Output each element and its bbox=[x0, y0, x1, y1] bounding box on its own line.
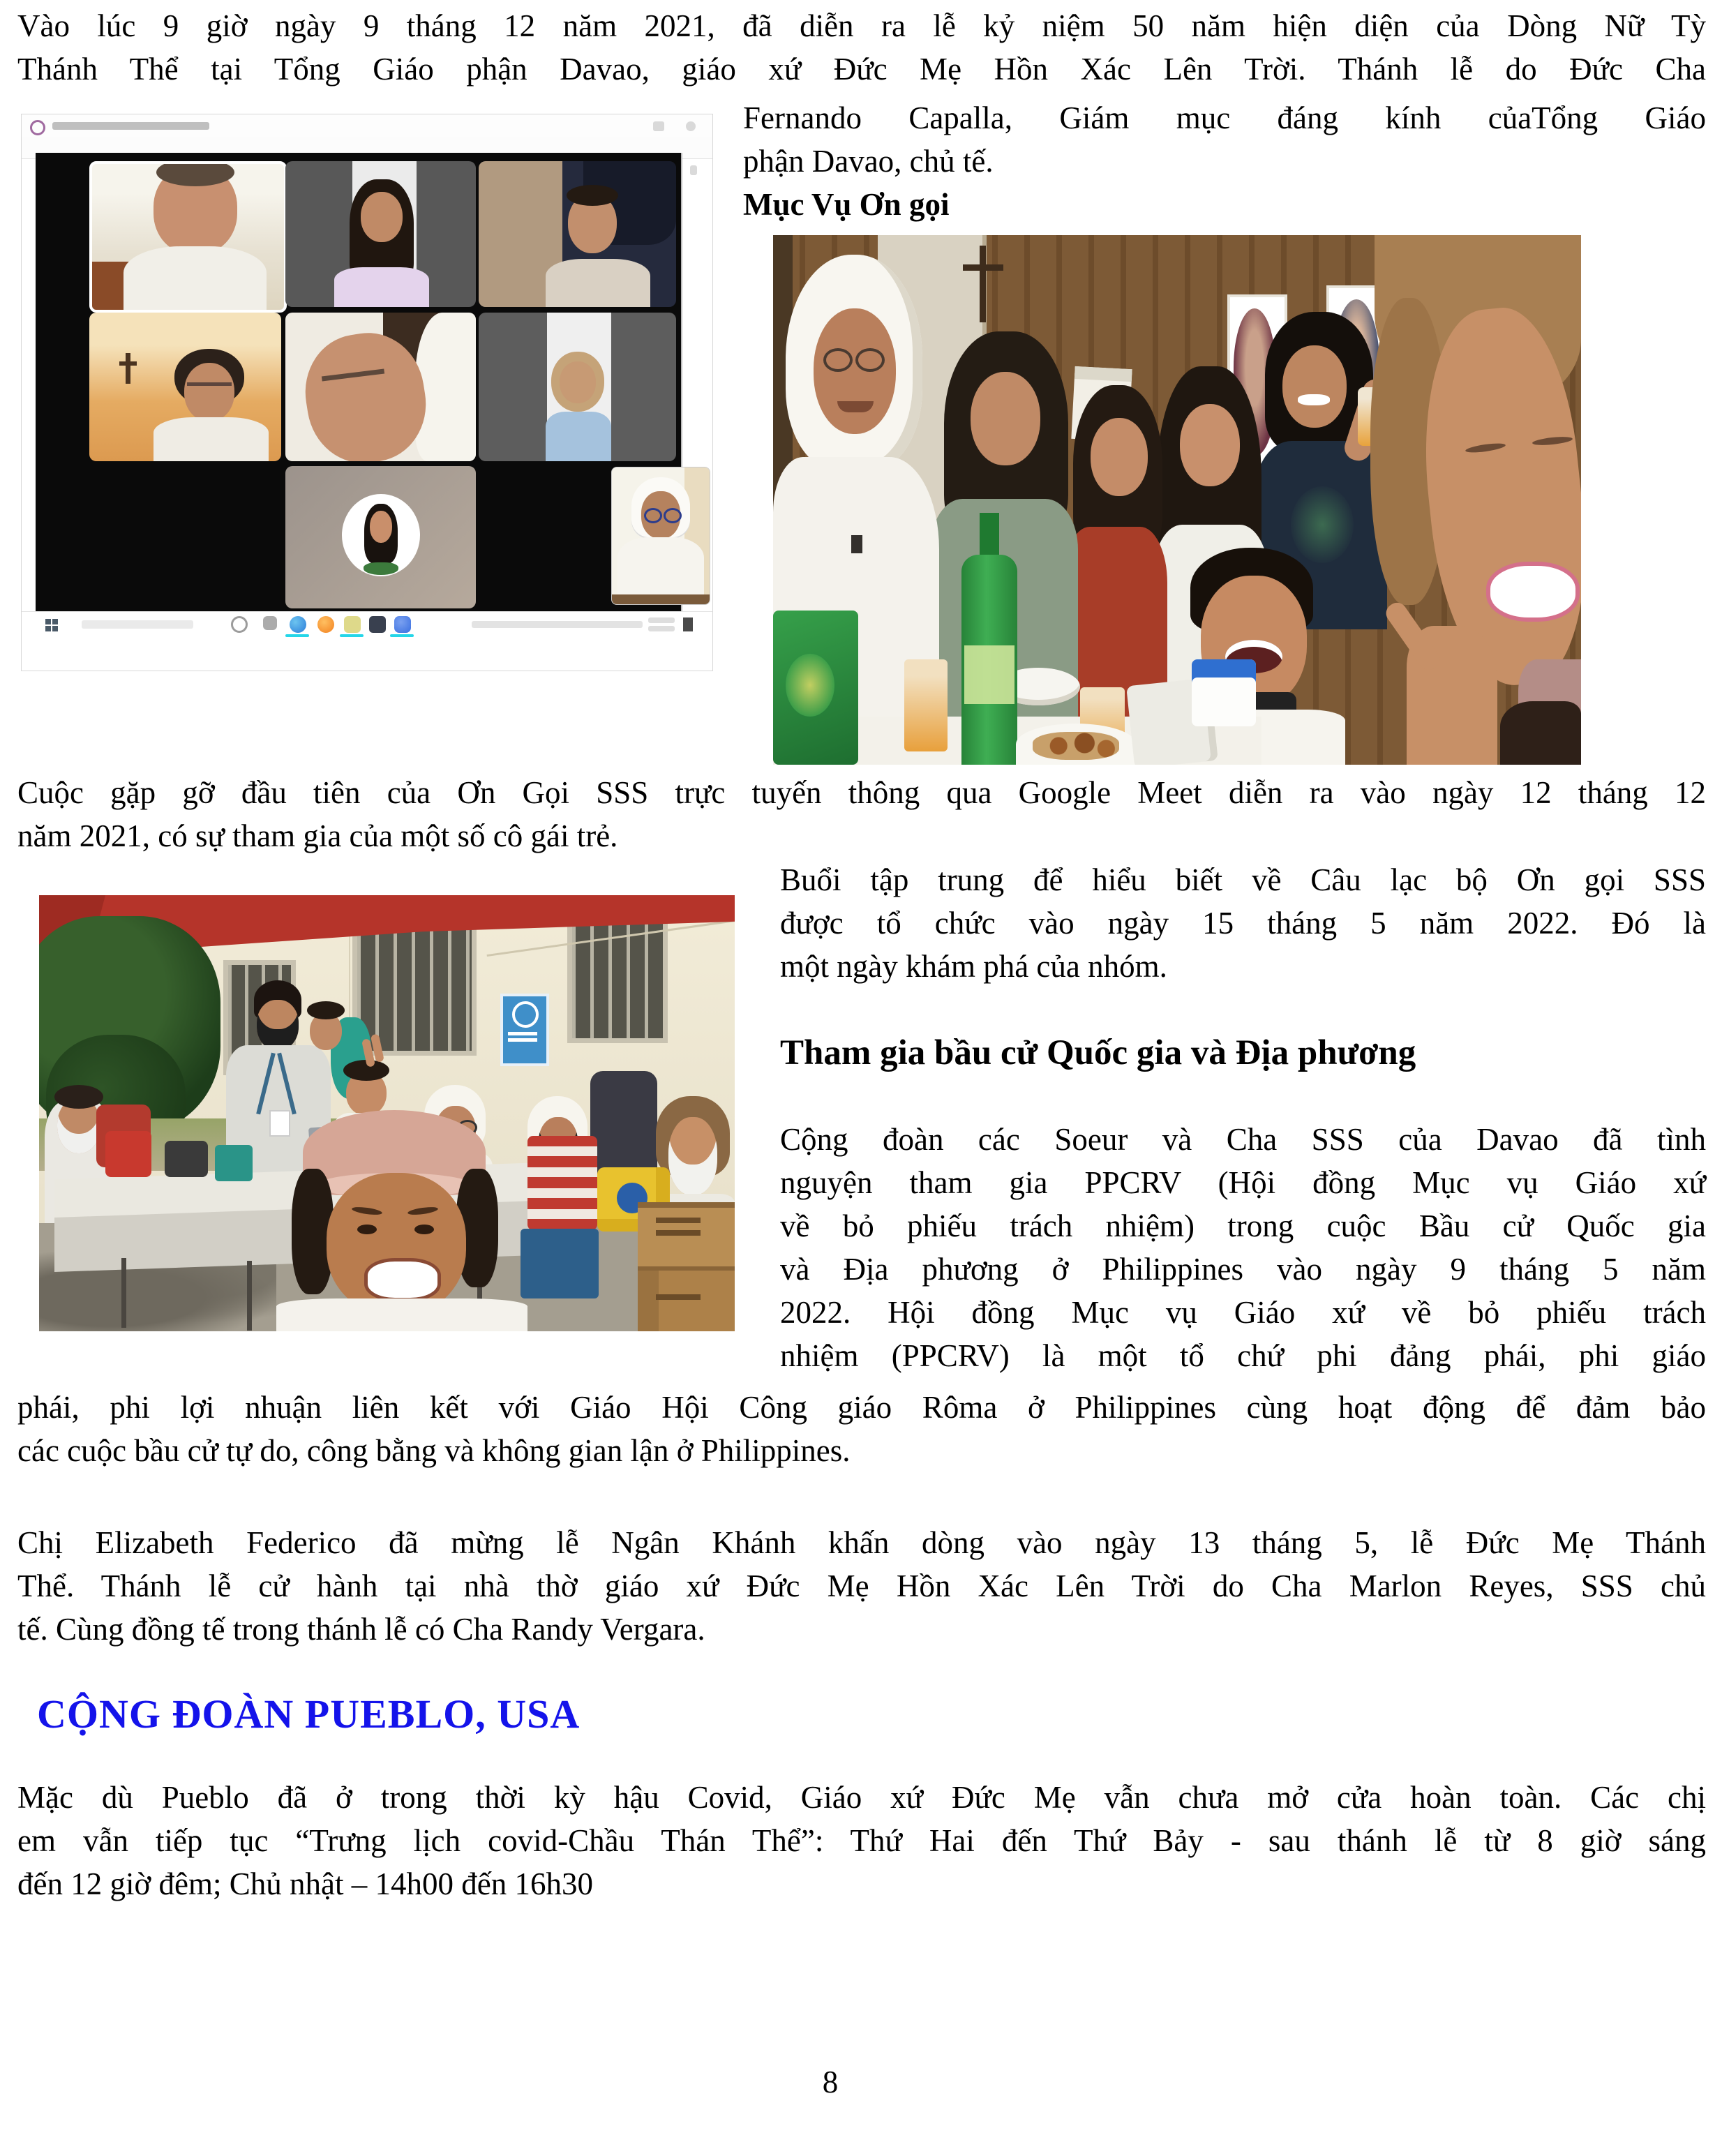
poster-logo-icon bbox=[512, 1001, 539, 1028]
app-icon-blue bbox=[290, 616, 306, 633]
heading-cong-doan-pueblo: CỘNG ĐOÀN PUEBLO, USA bbox=[37, 1691, 581, 1737]
text-line: nguyện tham gia PPCRV (Hội đồng Mục vụ Giáo xứ bbox=[780, 1165, 1706, 1200]
participant-tile-nun-speaker bbox=[89, 161, 287, 313]
face bbox=[361, 192, 403, 242]
text-line: các cuộc bầu cử tự do, công bằng và không gian lận ở Philippines. bbox=[17, 1433, 851, 1468]
heading-tham-gia-bau-cu: Tham gia bầu cử Quốc gia và Địa phương bbox=[780, 1033, 1416, 1072]
window-app-icon bbox=[30, 120, 45, 135]
photo-vocation-gathering bbox=[773, 235, 1581, 765]
spacer bbox=[780, 988, 1706, 1031]
desk-edge bbox=[612, 594, 710, 604]
participant-tile-girl-dark-room bbox=[479, 161, 676, 307]
wall-cross-arm bbox=[963, 264, 1003, 271]
blue-shirt bbox=[546, 412, 611, 461]
blue-bin bbox=[521, 1229, 599, 1298]
shoulders bbox=[546, 259, 650, 307]
app-icon-dark-mail bbox=[369, 616, 386, 633]
table-legs bbox=[121, 1258, 126, 1328]
text-line: Vào lúc 9 giờ ngày 9 tháng 12 năm 2021, đã diễn ra lễ kỷ niệm 50 năm hiện diện của Dòng Nữ Tỳ bbox=[17, 8, 1706, 43]
dark-pouch bbox=[165, 1141, 208, 1177]
search-box bbox=[82, 620, 193, 629]
app-icon-gray bbox=[263, 616, 277, 630]
white-veil bbox=[415, 313, 476, 461]
participant-tile-girl-lavender bbox=[285, 161, 476, 307]
glasses-icon bbox=[187, 382, 232, 386]
active-app-underline bbox=[340, 634, 364, 637]
blue-white-pack bbox=[1192, 659, 1256, 726]
bottle-label bbox=[964, 645, 1015, 704]
wall-cross-icon bbox=[980, 246, 986, 322]
paragraph-vocation-club bbox=[780, 858, 1706, 988]
text-line: Cộng đoàn các Soeur và Cha SSS của Davao đã tình bbox=[780, 1122, 1706, 1157]
task-view-icon bbox=[231, 616, 248, 633]
cardboard-box bbox=[638, 1202, 735, 1272]
glasses-icon bbox=[644, 508, 662, 523]
chips-bag-label bbox=[786, 654, 834, 717]
shirt-graphic bbox=[1291, 486, 1354, 563]
restore-icon bbox=[653, 121, 664, 131]
paragraph-davao-anniversary-cont bbox=[743, 96, 1706, 183]
face bbox=[184, 363, 234, 421]
poster-text-lines bbox=[508, 1032, 537, 1035]
text-line: Thể. Thánh lễ cử hành tại nhà thờ giáo xứ Đức Mẹ Hồn Xác Lên Trời do Cha Marlon Reyes, SSS chủ bbox=[17, 1569, 1706, 1603]
clock-line-2 bbox=[648, 626, 675, 631]
girl-white-face bbox=[1180, 404, 1240, 486]
spacer bbox=[780, 1075, 1706, 1118]
paragraph-elizabeth-federico bbox=[17, 1521, 1706, 1651]
text-line: Fernando Capalla, Giám mục đáng kính củaTổng Giáo bbox=[743, 100, 1706, 135]
heading-muc-vu-on-goi: Mục Vụ Ơn gọi bbox=[743, 187, 950, 222]
text-line: 2022. Hội đồng Mục vụ Giáo xứ về bỏ phiếu trách bbox=[780, 1295, 1706, 1330]
hair bbox=[307, 1001, 345, 1019]
violin-case bbox=[1500, 701, 1581, 765]
girl-red-face bbox=[1091, 418, 1148, 496]
scroll-up-icon bbox=[690, 165, 697, 175]
active-app-underline bbox=[285, 634, 309, 637]
white-garment bbox=[123, 246, 267, 313]
smile-teeth bbox=[1298, 394, 1330, 405]
big-smile bbox=[364, 1258, 441, 1301]
participant-tile-warm-room bbox=[89, 313, 281, 461]
participant-tile-nun-closeup bbox=[285, 313, 476, 461]
text-line: phái, phi lợi nhuận liên kết với Giáo Hội Công giáo Rôma ở Philippines cùng hoạt động để đảm bảo bbox=[17, 1390, 1706, 1425]
app-icon-yellow bbox=[344, 616, 361, 633]
text-line: Mặc dù Pueblo đã ở trong thời kỳ hậu Covid, Giáo xứ Đức Mẹ vẫn chưa mở cửa hoàn toàn. Các chị bbox=[17, 1780, 1706, 1815]
fried-food bbox=[1033, 732, 1119, 760]
white-habit bbox=[617, 537, 704, 596]
glasses-icon bbox=[664, 508, 682, 523]
box-markings bbox=[656, 1218, 701, 1223]
crucifix-icon bbox=[126, 353, 130, 384]
id-card bbox=[269, 1110, 290, 1137]
avatar-shirt bbox=[364, 562, 398, 575]
hair bbox=[567, 185, 618, 206]
paragraph-ppcrv bbox=[780, 1118, 1706, 1377]
google-meet-screenshot bbox=[21, 114, 713, 671]
text-line: năm 2021, có sự tham gia của một số cô gái trẻ. bbox=[17, 818, 618, 853]
avatar-face bbox=[370, 511, 392, 543]
text-line: phận Davao, chủ tế. bbox=[743, 144, 994, 179]
system-tray bbox=[472, 621, 643, 628]
selfie-white-shirt bbox=[276, 1298, 527, 1331]
self-view-tile bbox=[611, 467, 710, 605]
nun-face bbox=[814, 308, 896, 434]
clock-line-1 bbox=[648, 617, 675, 623]
paragraph-ppcrv-cont bbox=[17, 1386, 1706, 1472]
meet-title-bar bbox=[22, 114, 712, 138]
man-face-black-mask bbox=[257, 1000, 299, 1050]
right-column-top bbox=[743, 96, 1706, 226]
show-desktop-button bbox=[683, 617, 693, 631]
app-icon-orange bbox=[317, 616, 334, 633]
text-line: về bỏ phiếu trách nhiệm) trong cuộc Bầu cử Quốc gia bbox=[780, 1208, 1706, 1243]
hair bbox=[54, 1085, 103, 1109]
nun-smile bbox=[837, 401, 874, 412]
juice-cup bbox=[904, 659, 948, 751]
lavender-top bbox=[334, 267, 429, 307]
cardboard-box bbox=[638, 1266, 735, 1331]
text-line: nhiệm (PPCRV) là một tổ chứ phi đảng phái, phi giáo bbox=[780, 1338, 1706, 1373]
nun-glasses-icon bbox=[855, 348, 885, 372]
eye bbox=[414, 1225, 434, 1234]
app-icon-blue-2 bbox=[394, 616, 411, 633]
participant-tile-avatar bbox=[285, 466, 476, 608]
text-line: đến 12 giờ đêm; Chủ nhật – 14h00 đến 16h30 bbox=[17, 1866, 593, 1901]
text-line: Thánh Thể tại Tổng Giáo phận Davao, giáo xứ Đức Mẹ Hồn Xác Lên Trời. Thánh lễ do Đức Cha bbox=[17, 52, 1706, 87]
right-column-bottom bbox=[780, 858, 1706, 1377]
snack-rack bbox=[527, 1136, 597, 1230]
windows-taskbar bbox=[22, 611, 712, 638]
right-volunteer-face-mask bbox=[668, 1117, 717, 1195]
active-app-underline bbox=[390, 634, 414, 637]
text-line: được tổ chức vào ngày 15 tháng 5 năm 2022. Đó là bbox=[780, 906, 1706, 941]
teal-box bbox=[215, 1145, 253, 1181]
text-line: Chị Elizabeth Federico đã mừng lễ Ngân Khánh khấn dòng vào ngày 13 tháng 5, lễ Đức Mẹ Thánh bbox=[17, 1525, 1706, 1560]
text-line: Buổi tập trung để hiểu biết về Câu lạc bộ Ơn gọi SSS bbox=[780, 862, 1706, 897]
start-icon bbox=[45, 619, 51, 624]
text-line: một ngày khám phá của nhóm. bbox=[780, 949, 1167, 984]
girl-navy-face bbox=[1282, 345, 1347, 428]
text-line: em vẫn tiếp tục “Trưng lịch covid-Chầu Thán Thể”: Thứ Hai đến Thứ Bảy - sau thánh lễ từ 8 giờ sáng bbox=[17, 1823, 1706, 1858]
girl-green-face bbox=[971, 372, 1040, 465]
face bbox=[560, 361, 596, 403]
eye bbox=[357, 1225, 377, 1234]
paragraph-davao-anniversary bbox=[17, 4, 1706, 91]
window-title-blurred bbox=[52, 122, 209, 130]
close-icon bbox=[686, 121, 696, 131]
page-number: 8 bbox=[822, 2065, 839, 2099]
white-shirt bbox=[154, 417, 269, 461]
text-line: tế. Cùng đồng tế trong thánh lễ có Cha Randy Vergara. bbox=[17, 1612, 705, 1647]
red-bag bbox=[105, 1131, 151, 1177]
text-line: Cuộc gặp gỡ đầu tiên của Ơn Gọi SSS trực tuyến thông qua Google Meet diễn ra vào ngày 12 tháng 12 bbox=[17, 775, 1706, 810]
cross-pendant-icon bbox=[851, 535, 862, 553]
paragraph-first-meeting bbox=[17, 771, 1706, 858]
meet-video-grid bbox=[36, 153, 682, 611]
photo-ppcrv-volunteers bbox=[39, 895, 735, 1331]
big-smile bbox=[1486, 562, 1580, 622]
paragraph-pueblo bbox=[17, 1776, 1706, 1906]
text-line: và Địa phương ở Philippines vào ngày 9 tháng 5 năm bbox=[780, 1252, 1706, 1287]
participant-tile-girl-blue bbox=[479, 313, 676, 461]
crucifix-arm bbox=[119, 361, 137, 366]
nun-glasses-icon bbox=[823, 348, 853, 372]
